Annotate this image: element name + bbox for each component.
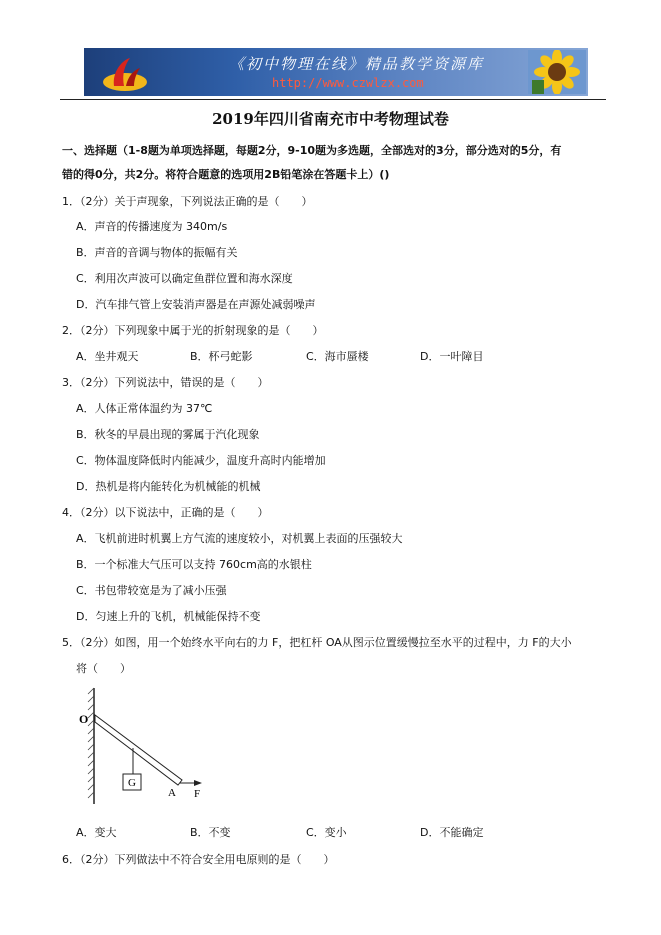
question-5-option-a: A．变大 — [76, 826, 117, 839]
question-3-option-a: A．人体正常体温约为 37℃ — [76, 402, 213, 415]
site-url[interactable]: http://www.czwlzx.com — [272, 76, 424, 90]
sunflower-icon — [528, 50, 586, 94]
page-title: 2019年四川省南充市中考物理试卷 — [212, 110, 449, 128]
question-3-stem: 3．（2分）下列说法中，错误的是（ ） — [62, 376, 269, 389]
question-1-option-c: C．利用次声波可以确定鱼群位置和海水深度 — [76, 272, 293, 285]
question-4-option-d: D．匀速上升的飞机，机械能保持不变 — [76, 610, 261, 623]
section-instructions-line1: 一、选择题（1-8题为单项选择题，每题2分，9-10题为多选题，全部选对的3分，部分选对的5分，有 — [62, 144, 562, 157]
question-2-stem: 2．（2分）下列现象中属于光的折射现象的是（ ） — [62, 324, 324, 337]
section-instructions-line2: 错的得0分，共2分。将符合题意的选项用2B铅笔涂在答题卡上）() — [62, 168, 390, 181]
question-4-option-c: C．书包带较宽是为了减小压强 — [76, 584, 227, 597]
question-2-option-a: A．坐井观天 — [76, 350, 139, 363]
question-6-stem: 6．（2分）下列做法中不符合安全用电原则的是（ ） — [62, 853, 335, 866]
question-5-stem-line1: 5．（2分）如图，用一个始终水平向右的力 F，把杠杆 OA从图示位置缓慢拉至水平的过程中，力 F的大小 — [62, 636, 572, 649]
question-3-option-d: D．热机是将内能转化为机械能的机械 — [76, 480, 261, 493]
lever-diagram — [78, 686, 228, 806]
question-1-option-b: B．声音的音调与物体的振幅有关 — [76, 246, 238, 259]
wall-hatching — [88, 688, 94, 798]
question-3-option-c: C．物体温度降低时内能减少，温度升高时内能增加 — [76, 454, 326, 467]
question-5-option-b: B．不变 — [190, 826, 231, 839]
header-divider — [60, 99, 606, 100]
site-logo — [100, 52, 150, 94]
question-5-stem-line2: 将（ ） — [76, 662, 131, 675]
weight-label: G — [128, 777, 136, 789]
header-banner — [84, 48, 588, 96]
force-label: F — [194, 788, 201, 800]
pivot-label: O — [79, 712, 89, 726]
question-5-option-c: C．变小 — [306, 826, 347, 839]
question-5-option-d: D．不能确定 — [420, 826, 484, 839]
question-1-stem: 1．（2分）关于声现象，下列说法正确的是（ ） — [62, 195, 313, 208]
endpoint-label: A — [168, 787, 176, 799]
question-2-option-c: C．海市蜃楼 — [306, 350, 369, 363]
question-4-option-a: A．飞机前进时机翼上方气流的速度较小，对机翼上表面的压强较大 — [76, 532, 403, 545]
force-arrowhead — [194, 780, 202, 786]
site-title: 《初中物理在线》精品教学资源库 — [229, 55, 485, 73]
question-4-option-b: B．一个标准大气压可以支持 760cm高的水银柱 — [76, 558, 312, 571]
question-1-option-a: A．声音的传播速度为 340m/s — [76, 220, 228, 233]
question-4-stem: 4．（2分）以下说法中，正确的是（ ） — [62, 506, 269, 519]
question-2-option-d: D．一叶障目 — [420, 350, 484, 363]
question-3-option-b: B．秋冬的早晨出现的雾属于汽化现象 — [76, 428, 260, 441]
question-2-option-b: B．杯弓蛇影 — [190, 350, 253, 363]
question-1-option-d: D．汽车排气管上安装消声器是在声源处减弱噪声 — [76, 298, 316, 311]
